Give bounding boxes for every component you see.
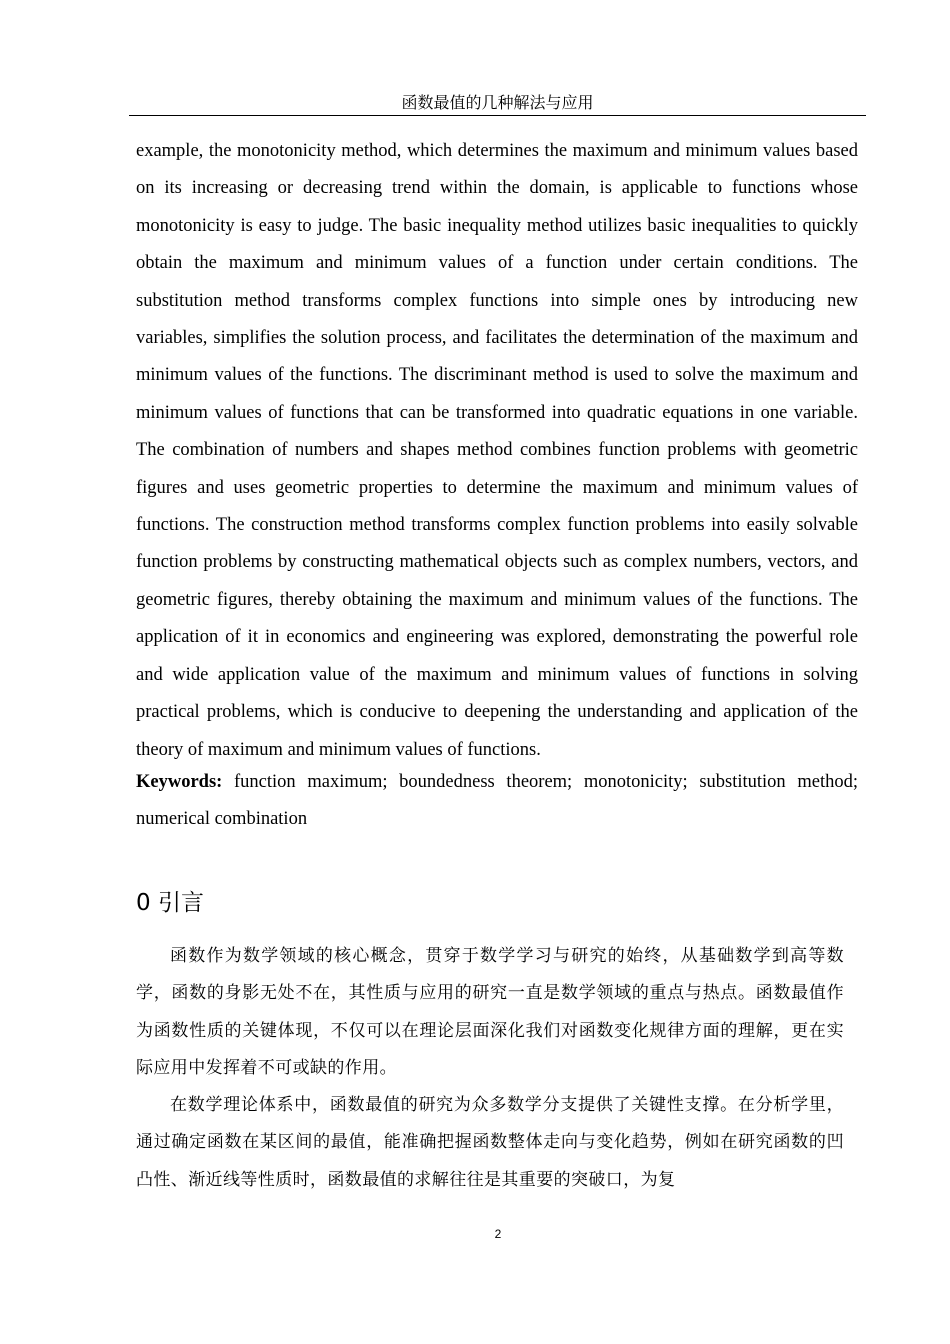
section-heading: 0 引言 [136,890,204,916]
keywords-line [136,764,858,839]
running-header-title: 函数最值的几种解法与应用 [401,93,594,112]
page-number: 2 [494,1227,502,1241]
abstract-paragraph: example, the monotonicity method, which determines the maximum and minimum values based on its increasing or decreasing trend within the domain, is applicable to functions whose monotonicity is easy to judge. The basic inequality method utilizes basic inequalities to quickly obtain the maximum and minimum values of a function under certain conditions. The substitution method transforms complex functions into simple ones by introducing new variables, simplifies the solution process, and facilitates the determination of the maximum and minimum values of the functions. The discriminant method is used to solve the maximum and minimum values of functions that can be transformed into quadratic equations in one variable. The combination of numbers and shapes method combines function problems with geometric figures and uses geometric properties to determine the maximum and minimum values of functions. The construction method transforms complex function problems into easily solvable function problems by constructing mathematical objects such as complex numbers, vectors, and geometric figures, thereby obtaining the maximum and minimum values of the functions. The application of it in economics and engineering was explored, demonstrating the powerful role and wide application value of the maximum and minimum values of functions in solving practical problems, which is conducive to deepening the understanding and application of the theory of maximum and minimum values of functions. [136,141,858,760]
body-paragraph: 在数学理论体系中，函数最值的研究为众多数学分支提供了关键性支撑。在分析学里，通过确定函数在某区间的最值，能准确把握函数整体走向与变化趋势，例如在研究函数的凹凸性、渐近线等性质时，函数最值的求解往往是其重要的突破口，为复 [136,1095,844,1190]
body-paragraph: 函数作为数学领域的核心概念，贯穿于数学学习与研究的始终，从基础数学到高等数学，函数的身影无处不在，其性质与应用的研究一直是数学领域的重点与热点。函数最值作为函数性质的关键体现，不仅可以在理论层面深化我们对函数变化规律方面的理解，更在实际应用中发挥着不可或缺的作用。 [136,946,844,1079]
keywords-text: function maximum; boundedness theorem; monotonicity; substitution method; numerical combination [136,772,858,830]
header-rule [129,115,866,116]
keywords-label: Keywords: [136,772,223,792]
